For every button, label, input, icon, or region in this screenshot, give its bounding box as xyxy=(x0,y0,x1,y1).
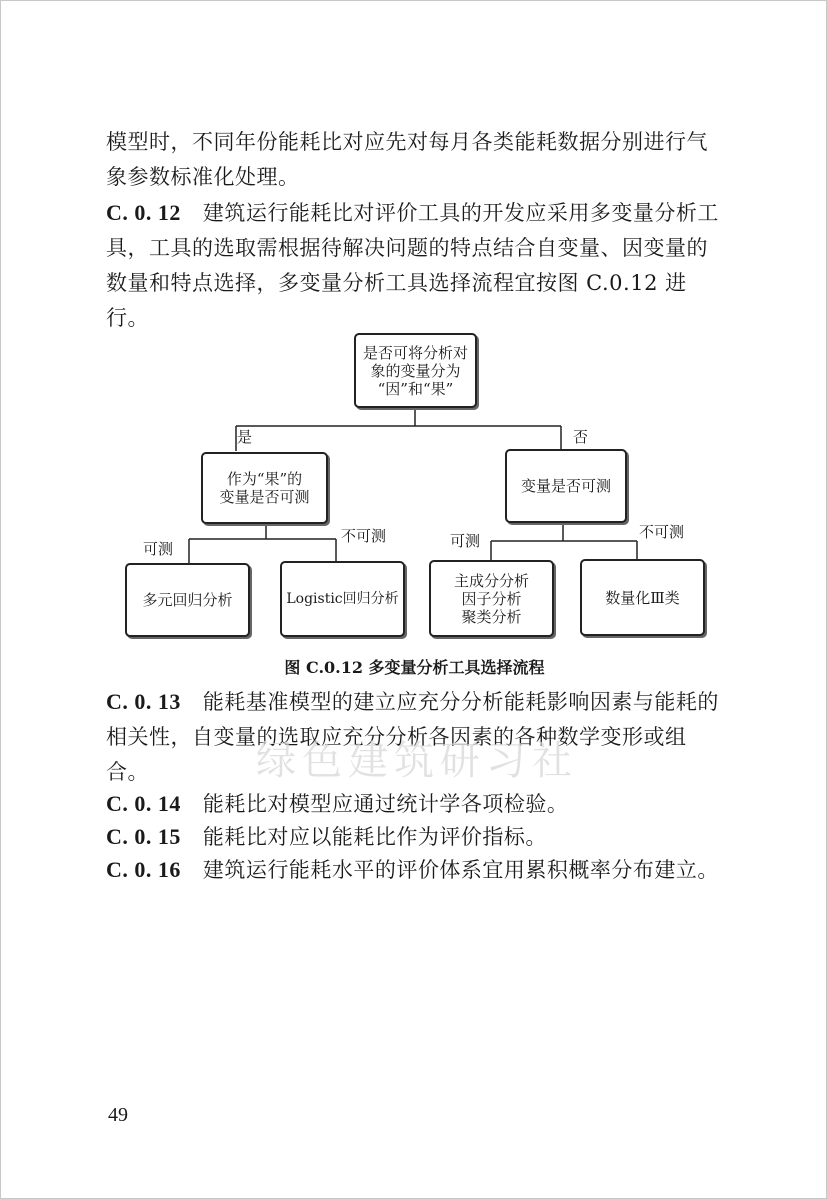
leaf1-text: 多元回归分析 xyxy=(142,591,233,609)
clause-number: C. 0. 13 xyxy=(106,689,181,714)
root-line-3: “因”和“果” xyxy=(377,379,454,398)
flowchart-connectors xyxy=(1,1,827,701)
leaf-multiple-regression xyxy=(125,563,250,637)
leaf4-text: 数量化Ⅲ类 xyxy=(605,588,680,607)
watermark: 绿色建筑研习社 xyxy=(256,738,578,784)
left-node-line-2: 变量是否可测 xyxy=(219,488,310,506)
leaf3-line-1: 主成分分析 xyxy=(453,571,529,590)
leaf-logistic-regression xyxy=(280,561,405,637)
clause-c016 xyxy=(106,852,726,888)
clause-number: C. 0. 16 xyxy=(106,857,181,882)
left-node-line-1: 作为“果”的 xyxy=(226,470,303,488)
clause-number: C. 0. 15 xyxy=(106,824,181,849)
no-label: 否 xyxy=(573,428,589,446)
leaf2-text: Logistic回归分析 xyxy=(286,591,399,607)
leaf3-line-3: 聚类分析 xyxy=(461,607,522,626)
clause-number: C. 0. 14 xyxy=(106,791,181,816)
leaf-quantification-iii xyxy=(580,559,705,636)
paragraph-text: 模型时，不同年份能耗比对应先对每月各类能耗数据分别进行气象参数标准化处理。 xyxy=(106,130,708,189)
right-node-line-1: 变量是否可测 xyxy=(520,477,611,495)
figure-caption: 图 C.0.12 多变量分析工具选择流程 xyxy=(284,658,545,677)
right-measurable-label: 可测 xyxy=(450,532,481,550)
leaf-pca-factor-cluster xyxy=(429,560,554,637)
clause-text: 建筑运行能耗水平的评价体系宜用累积概率分布建立。 xyxy=(202,858,719,882)
root-line-2: 象的变量分为 xyxy=(370,361,461,380)
leaf3-line-2: 因子分析 xyxy=(461,589,522,608)
page-number: 49 xyxy=(108,1104,128,1126)
left-unmeasurable-label: 不可测 xyxy=(341,527,387,545)
flowchart-figure xyxy=(1,1,827,701)
clause-text: 能耗比对应以能耗比作为评价指标。 xyxy=(202,825,547,849)
clause-text: 能耗基准模型的建立应充分分析能耗影响因素与能耗的相关性，自变量的选取应充分分析各因素的各种数学变形或组合。 xyxy=(106,690,719,784)
right-unmeasurable-label: 不可测 xyxy=(639,523,685,541)
clause-text: 能耗比对模型应通过统计学各项检验。 xyxy=(202,792,569,816)
clause-c015 xyxy=(106,819,726,855)
clause-text: 建筑运行能耗比对评价工具的开发应采用多变量分析工具，工具的选取需根据待解决问题的特点结合自变量、因变量的数量和特点选择，多变量分析工具选择流程宜按图 C.0.12 进行。 xyxy=(106,201,719,330)
clause-c014 xyxy=(106,786,726,822)
right-decision-box xyxy=(505,449,627,523)
root-line-1: 是否可将分析对 xyxy=(362,343,468,362)
yes-label: 是 xyxy=(237,428,253,446)
root-decision-box xyxy=(354,333,477,408)
paragraph-continuation xyxy=(106,125,726,195)
clause-number: C. 0. 12 xyxy=(106,200,181,225)
left-decision-box xyxy=(201,452,328,524)
clause-c012 xyxy=(106,195,726,336)
left-measurable-label: 可测 xyxy=(143,540,174,558)
